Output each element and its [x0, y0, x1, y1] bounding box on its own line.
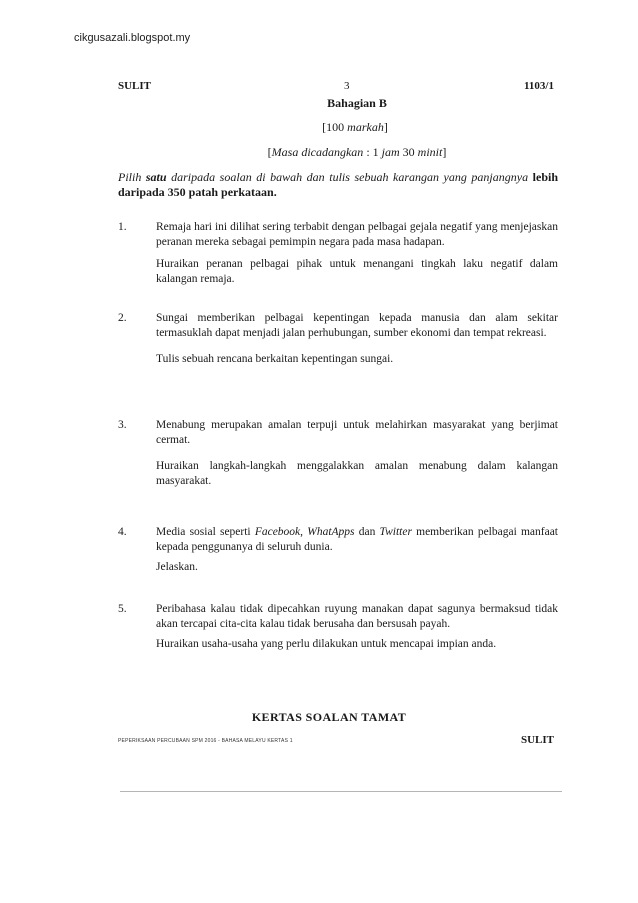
header-confidential: SULIT — [118, 80, 152, 92]
question-number: 3. — [118, 419, 127, 431]
question-number: 4. — [118, 526, 127, 538]
question-text: Remaja hari ini dilihat sering terbabit dengan pelbagai gejala negatif yang menjejaskan peranan mereka sebagai pemimpin negara pada masa hadapan. — [156, 221, 558, 248]
question-task: Tulis sebuah rencana berkaitan kepentingan sungai. — [156, 353, 394, 365]
question-2 — [118, 311, 558, 367]
question-text: Media sosial seperti Facebook, WhatApps dan Twitter memberikan pelbagai manfaat kepada penggunanya di seluruh dunia. — [156, 526, 558, 553]
question-task: Huraikan peranan pelbagai pihak untuk menangani tingkah laku negatif dalam kalangan remaja. — [156, 258, 558, 285]
section-time: [Masa dicadangkan : 1 jam 30 minit] — [267, 145, 447, 159]
page-number: 3 — [344, 80, 350, 92]
question-text: Peribahasa kalau tidak dipecahkan ruyung manakan dapat sagunya bermaksud tidak akan tercapai cita-cita kalau tidak berusaha dan bersusah payah. — [156, 603, 558, 630]
question-4 — [118, 525, 558, 575]
question-task: Huraikan langkah-langkah menggalakkan amalan menabung dalam kalangan masyarakat. — [156, 460, 558, 487]
question-task: Huraikan usaha-usaha yang perlu dilakukan untuk mencapai impian anda. — [156, 638, 497, 650]
question-text: Menabung merupakan amalan terpuji untuk melahirkan masyarakat yang berjimat cermat. — [156, 419, 558, 446]
question-number: 2. — [118, 312, 127, 324]
section-marks: [100 markah] — [322, 120, 388, 134]
end-of-paper: KERTAS SOALAN TAMAT — [251, 710, 407, 724]
question-number: 1. — [118, 221, 127, 233]
instructions: Pilih satu daripada soalan di bawah dan tulis sebuah karangan yang panjangnya lebih daripada 350 patah perkataan. — [118, 170, 558, 199]
watermark-text: cikgusazali.blogspot.my — [74, 32, 191, 44]
question-task: Jelaskan. — [156, 561, 198, 573]
question-5 — [118, 602, 558, 652]
footer-confidential: SULIT — [521, 734, 555, 746]
question-3 — [118, 418, 558, 488]
section-title: Bahagian B — [327, 96, 387, 110]
footer-exam-title: PEPERIKSAAN PERCUBAAN SPM 2016 - BAHASA MELAYU KERTAS 1 — [118, 738, 293, 744]
paper-code: 1103/1 — [524, 80, 554, 92]
question-text: Sungai memberikan pelbagai kepentingan kepada manusia dan alam sekitar termasuklah dapat menjadi jalan perhubungan, sumber ekonomi dan tempat rekreasi. — [156, 312, 558, 339]
question-1 — [118, 220, 558, 286]
question-number: 5. — [118, 603, 127, 615]
bottom-rule — [120, 791, 562, 792]
